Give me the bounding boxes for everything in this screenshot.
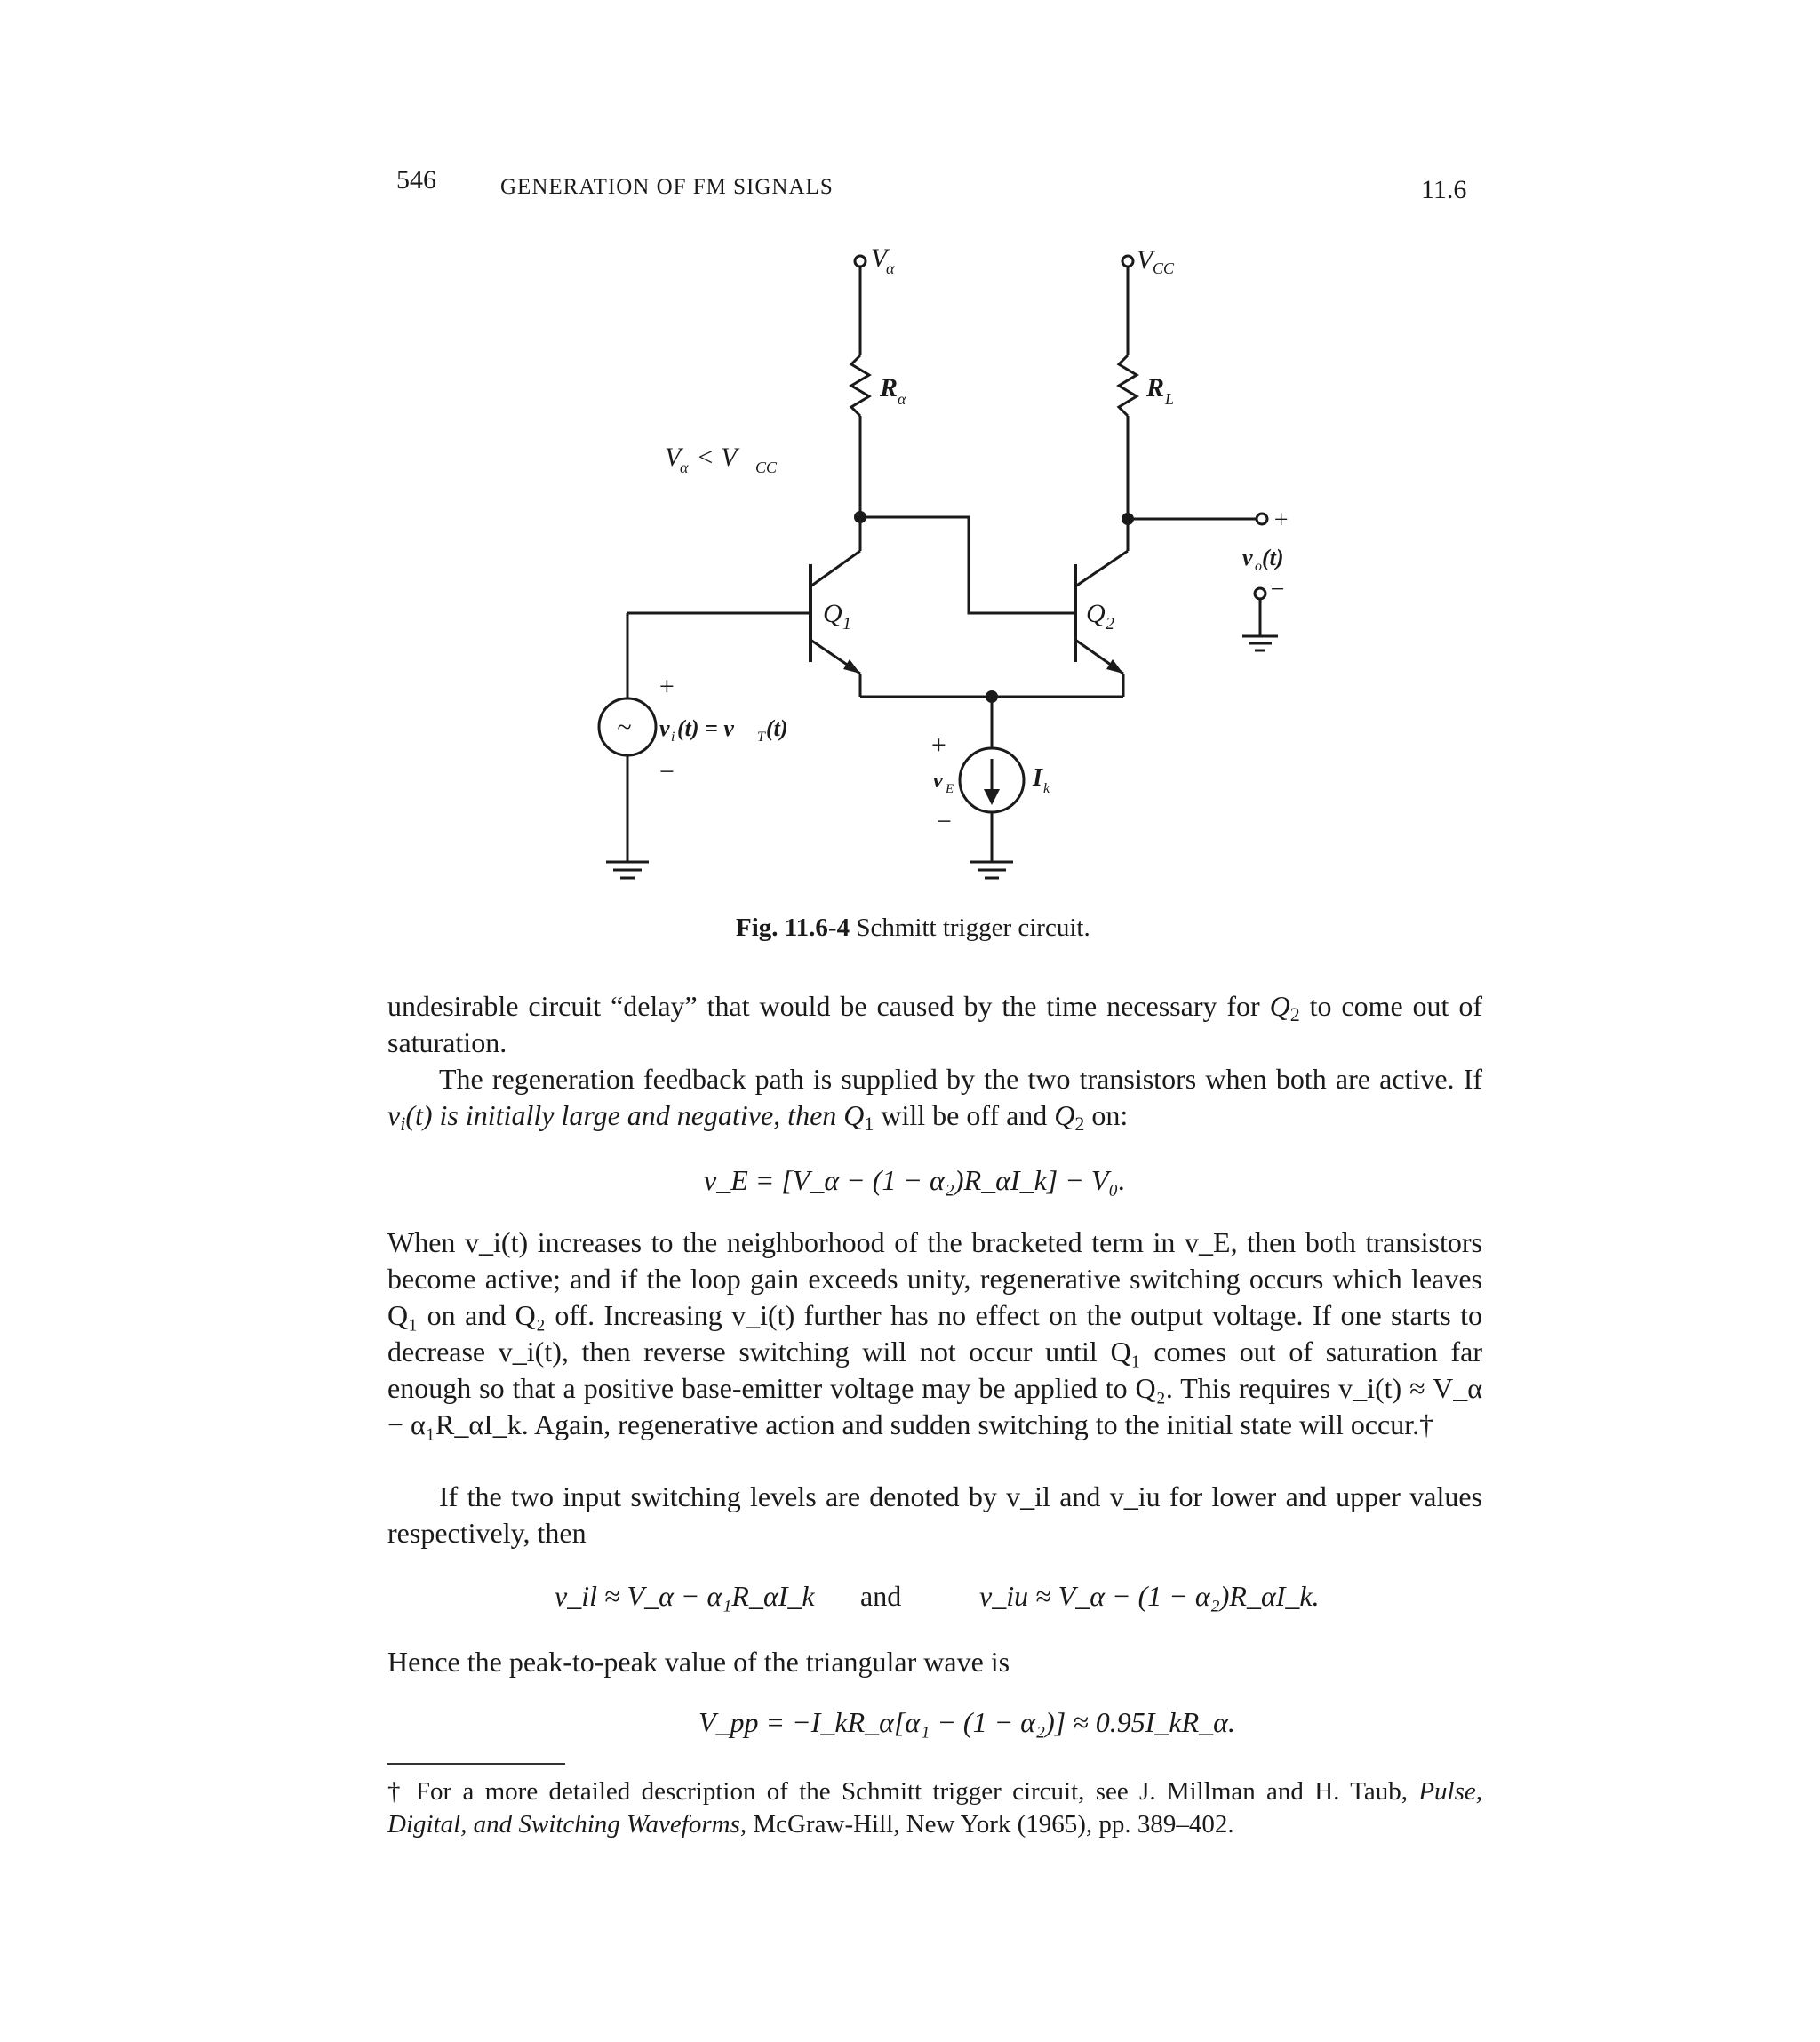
- junction-dot-emitter: [986, 690, 998, 703]
- figure-caption: [736, 913, 1090, 943]
- label-out-plus: +: [1273, 507, 1289, 534]
- label-ve: v: [933, 770, 943, 793]
- label-v-alpha-sub: α: [886, 259, 895, 277]
- label-vcc: V: [1137, 245, 1153, 275]
- paragraph-5: [387, 1644, 1482, 1680]
- footnote-text-a: † For a more detailed description of the Schmitt trigger circuit, see J. Millman and H. Taub,: [387, 1777, 1419, 1806]
- label-src-symbol: ~: [617, 713, 632, 742]
- label-src-minus: −: [658, 757, 676, 786]
- schmitt-trigger-circuit: [0, 0, 1820, 942]
- para1-text-a: undesirable circuit “delay” that would be caused by the time necessary for: [387, 990, 1270, 1022]
- label-src-v: v: [659, 715, 670, 741]
- para2-v-sub: i: [400, 1113, 406, 1135]
- equation-2-right: v_iu ≈ V_α − (1 − α₂)R_αI_k.: [979, 1580, 1320, 1612]
- label-r-l: R: [1146, 373, 1165, 403]
- junction-dot-q1-collector: [854, 511, 866, 523]
- para2-text-d: on:: [1084, 1099, 1129, 1131]
- label-ve-sub: E: [946, 782, 954, 796]
- figure-caption-text: Schmitt trigger circuit.: [850, 913, 1090, 942]
- v-alpha-terminal: [855, 256, 866, 267]
- label-r-alpha: R: [880, 373, 898, 403]
- footnote-book-title: Pulse, Digital, and Switching Waveforms: [387, 1777, 1482, 1839]
- label-q1-sub: 1: [842, 614, 851, 634]
- figure-caption-number: Fig. 11.6-4: [736, 913, 850, 942]
- para2-text-b: (t) is initially large and negative, then: [405, 1099, 844, 1131]
- label-v-alpha: V: [871, 243, 888, 273]
- paragraph-1: [387, 988, 1482, 1061]
- para2-text-c: will be off and: [874, 1099, 1055, 1131]
- label-condition-rest-sub: CC: [755, 459, 778, 476]
- q2-emitter-arrow: [1106, 659, 1123, 674]
- label-vcc-sub: CC: [1153, 259, 1175, 277]
- para2-q2: Q: [1054, 1099, 1075, 1131]
- label-src-rest: (t) = v: [677, 715, 734, 741]
- equation-1: v_E = [V_α − (1 − α₂)R_αI_k] − V₀.: [704, 1164, 1126, 1196]
- label-out-sub: o: [1255, 559, 1262, 574]
- current-arrow: [984, 789, 1000, 805]
- label-src-tail: (t): [766, 715, 788, 741]
- label-q2: Q: [1086, 599, 1106, 628]
- para1-q-sub: 2: [1289, 1003, 1300, 1025]
- label-out-arg: (t): [1262, 545, 1284, 570]
- label-q1: Q: [823, 599, 842, 628]
- para2-text-a: The regeneration feedback path is supplied by the two transistors when both are active. If: [439, 1063, 1482, 1095]
- label-r-l-sub: L: [1165, 390, 1175, 408]
- para2-q2-sub: 2: [1074, 1113, 1085, 1135]
- label-r-alpha-sub: α: [898, 390, 906, 408]
- footnote: [387, 1775, 1482, 1841]
- para4-text: If the two input switching levels are denoted by v_il and v_iu for lower and upper values respectively, then: [387, 1480, 1482, 1549]
- label-src-plus: +: [658, 672, 676, 701]
- equation-2-and: and: [860, 1580, 902, 1612]
- label-ik-sub: k: [1043, 781, 1050, 796]
- label-ve-plus: +: [930, 730, 948, 760]
- para1-text-b: to come out of saturation.: [387, 990, 1482, 1058]
- footnote-text-b: , McGraw-Hill, New York (1965), pp. 389–402.: [739, 1810, 1234, 1839]
- label-src-rest-sub: T: [757, 730, 765, 745]
- output-plus-terminal: [1257, 514, 1267, 524]
- equation-2-left: v_il ≈ V_α − α₁R_αI_k: [555, 1580, 815, 1612]
- equation-3: V_pp = −I_kR_α[α₁ − (1 − α₂)] ≈ 0.95I_kR_α.: [698, 1706, 1235, 1738]
- label-condition-rest: < V: [690, 443, 738, 472]
- footnote-rule: [387, 1763, 565, 1765]
- running-title: GENERATION OF FM SIGNALS: [500, 175, 834, 199]
- label-src-sub: i: [671, 730, 675, 745]
- label-out-minus: −: [1269, 576, 1286, 603]
- label-q2-sub: 2: [1106, 614, 1114, 634]
- output-minus-terminal: [1255, 588, 1265, 599]
- paragraph-3: [387, 1224, 1482, 1443]
- junction-dot-q2-collector: [1122, 513, 1134, 525]
- vcc-terminal: [1122, 256, 1133, 267]
- para5-text: Hence the peak-to-peak value of the triangular wave is: [387, 1646, 1010, 1678]
- label-out-v: v: [1242, 545, 1253, 570]
- section-number: 11.6: [1421, 175, 1467, 204]
- page-number: 546: [396, 165, 436, 195]
- para2-v: v: [387, 1099, 401, 1131]
- r-alpha-resistor: [851, 355, 869, 416]
- q1-emitter-arrow: [843, 659, 860, 674]
- para2-q1: Q: [843, 1099, 865, 1131]
- para1-q: Q: [1269, 990, 1290, 1022]
- label-ik: I: [1033, 764, 1042, 792]
- label-condition: V: [665, 443, 682, 472]
- para2-q1-sub: 1: [864, 1113, 874, 1135]
- label-ve-minus: −: [935, 807, 954, 836]
- para3-text: When v_i(t) increases to the neighborhood of the bracketed term in v_E, then both transistors become active; and if the loop gain exceeds unity, regenerative switching occurs which leaves Q₁ on and Q₂ off. Increasing v_i(t) further has no effect on the output voltage. If one starts to decrease v_i(t), then reverse switching will not occur until Q₁ comes out of saturation far enough so that a positive base-emitter voltage may be applied to Q₂. This requires v_i(t) ≈ V_α − α₁R_αI_k. Again, regenerative action and sudden switching to the initial state will occur.†: [387, 1226, 1482, 1440]
- paragraph-2: [387, 1061, 1482, 1134]
- paragraph-4: [387, 1479, 1482, 1551]
- label-condition-sub: α: [680, 459, 689, 476]
- r-l-resistor: [1119, 355, 1137, 416]
